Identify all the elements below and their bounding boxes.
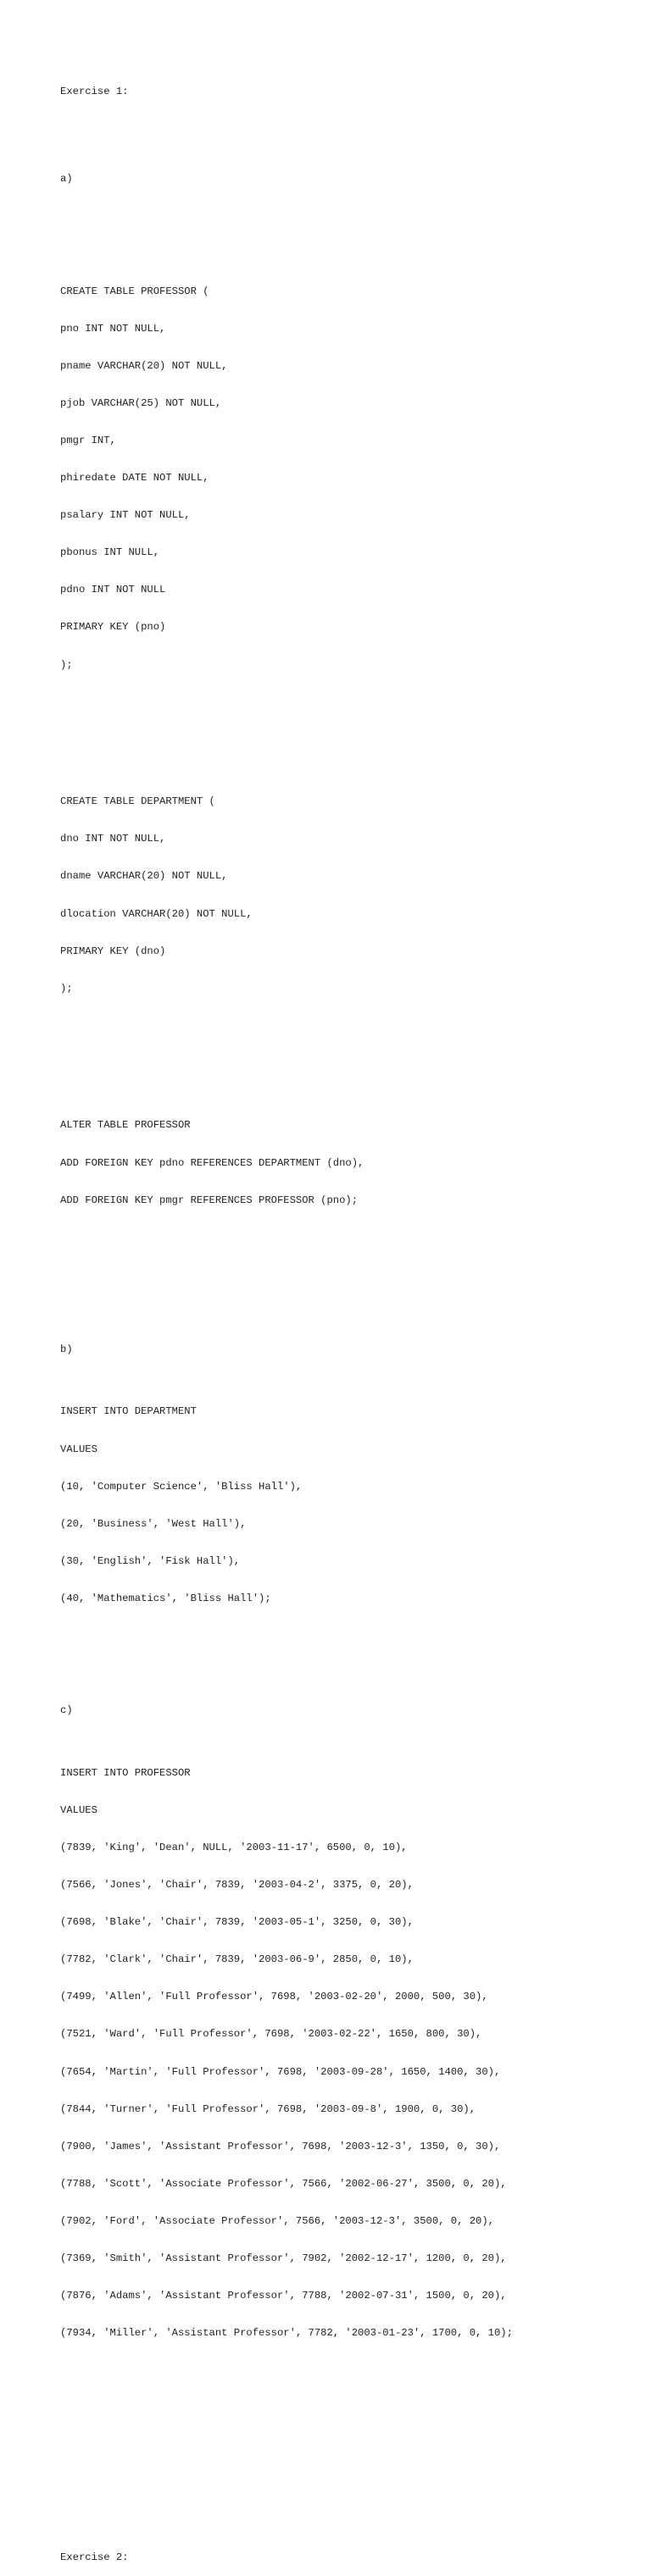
code-line: (10, 'Computer Science', 'Bliss Hall'), <box>60 1480 303 1493</box>
code-line: pname VARCHAR(20) NOT NULL, <box>60 359 228 372</box>
code-line: ADD FOREIGN KEY pmgr REFERENCES PROFESSOR (pno); <box>60 1194 359 1206</box>
code-line: ALTER TABLE PROFESSOR <box>60 1119 191 1132</box>
create-department-block <box>60 771 637 1020</box>
part-c-label: c) <box>60 1704 73 1717</box>
insert-professor-block <box>60 1742 637 2364</box>
document-page <box>60 61 637 2576</box>
code-line: (7654, 'Martin', 'Full Professor', 7698, '2003-09-28', 1650, 1400, 30), <box>60 2065 501 2078</box>
code-line: CREATE TABLE PROFESSOR ( <box>60 285 209 297</box>
code-line: INSERT INTO PROFESSOR <box>60 1766 191 1779</box>
code-line: (7521, 'Ward', 'Full Professor', 7698, '2003-02-22', 1650, 800, 30), <box>60 2028 482 2041</box>
blank-line <box>60 1294 637 1306</box>
code-line: ); <box>60 982 73 994</box>
blank-line <box>60 124 637 136</box>
exercise-1-heading: Exercise 1: <box>60 86 129 98</box>
code-line: CREATE TABLE DEPARTMENT ( <box>60 795 215 808</box>
code-line: (7844, 'Turner', 'Full Professor', 7698, '2003-09-8', 1900, 0, 30), <box>60 2102 476 2115</box>
code-line: (7876, 'Adams', 'Assistant Professor', 7788, '2002-07-31', 1500, 0, 20), <box>60 2290 507 2302</box>
code-line: (7782, 'Clark', 'Chair', 7839, '2003-06-9', 2850, 0, 10), <box>60 1953 414 1966</box>
blank-line <box>60 2390 637 2402</box>
code-line: (7788, 'Scott', 'Associate Professor', 7566, '2002-06-27', 3500, 0, 20), <box>60 2177 507 2190</box>
part-a-label: a) <box>60 173 73 186</box>
code-line: pbonus INT NULL, <box>60 546 160 559</box>
blank-line <box>60 1654 637 1667</box>
code-line: (7369, 'Smith', 'Assistant Professor', 7902, '2002-12-17', 1200, 0, 20), <box>60 2252 507 2264</box>
blank-line <box>60 721 637 734</box>
code-line: (20, 'Business', 'West Hall'), <box>60 1517 247 1530</box>
code-line: dlocation VARCHAR(20) NOT NULL, <box>60 907 253 920</box>
code-line: INSERT INTO DEPARTMENT <box>60 1405 197 1418</box>
code-line: PRIMARY KEY (pno) <box>60 621 166 634</box>
blank-line <box>60 2501 637 2514</box>
code-line: pjob VARCHAR(25) NOT NULL, <box>60 396 222 409</box>
code-line: (7934, 'Miller', 'Assistant Professor', 7782, '2003-01-23', 1700, 0, 10); <box>60 2327 513 2340</box>
blank-line <box>60 1044 637 1057</box>
code-line: pno INT NOT NULL, <box>60 322 166 335</box>
blank-line <box>60 210 637 223</box>
code-line: VALUES <box>60 1803 97 1816</box>
code-line: psalary INT NOT NULL, <box>60 509 191 522</box>
code-line: (7839, 'King', 'Dean', NULL, '2003-11-17', 6500, 0, 10), <box>60 1841 408 1853</box>
code-line: (7566, 'Jones', 'Chair', 7839, '2003-04-2', 3375, 0, 20), <box>60 1879 414 1892</box>
code-line: VALUES <box>60 1443 97 1455</box>
code-line: ); <box>60 658 73 671</box>
code-line: pmgr INT, <box>60 434 116 446</box>
code-line: (30, 'English', 'Fisk Hall'), <box>60 1554 241 1567</box>
code-line: (7698, 'Blake', 'Chair', 7839, '2003-05-1', 3250, 0, 30), <box>60 1916 414 1929</box>
code-line: (7900, 'James', 'Assistant Professor', 7698, '2003-12-3', 1350, 0, 30), <box>60 2140 501 2152</box>
blank-line <box>60 2427 637 2440</box>
code-line: dno INT NOT NULL, <box>60 833 166 845</box>
code-line: PRIMARY KEY (dno) <box>60 945 166 957</box>
exercise-2-heading: Exercise 2: <box>60 2551 129 2563</box>
code-line: (40, 'Mathematics', 'Bliss Hall'); <box>60 1592 271 1604</box>
code-line: phiredate DATE NOT NULL, <box>60 472 209 485</box>
blank-line <box>60 1256 637 1269</box>
insert-department-block <box>60 1381 637 1630</box>
alter-professor-block <box>60 1094 637 1232</box>
code-line: dname VARCHAR(20) NOT NULL, <box>60 870 228 883</box>
create-professor-block <box>60 260 637 695</box>
code-line: (7902, 'Ford', 'Associate Professor', 7566, '2003-12-3', 3500, 0, 20), <box>60 2214 494 2227</box>
code-line: ADD FOREIGN KEY pdno REFERENCES DEPARTMENT (dno), <box>60 1156 364 1169</box>
code-line: pdno INT NOT NULL <box>60 584 166 596</box>
code-line: (7499, 'Allen', 'Full Professor', 7698, '2003-02-20', 2000, 500, 30), <box>60 1991 488 2003</box>
blank-line <box>60 2464 637 2477</box>
part-b-label: b) <box>60 1343 73 1355</box>
